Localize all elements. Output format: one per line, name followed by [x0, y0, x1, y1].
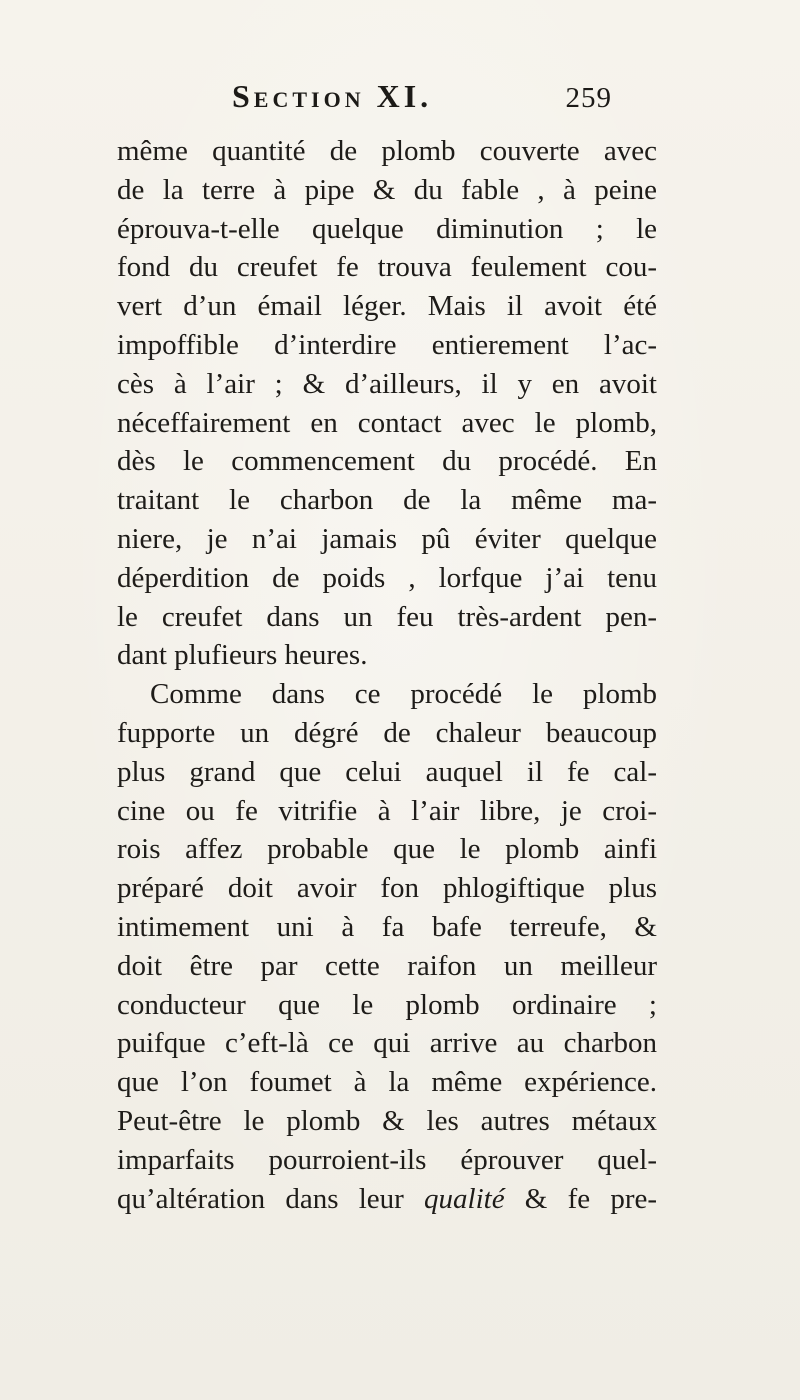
text-line: cès à l’air ; & d’ailleurs, il y en avoit	[117, 367, 657, 400]
final-line-tail: & fe pre-	[504, 1182, 657, 1215]
final-line-start: qu’altération dans leur	[117, 1182, 425, 1215]
text-line: niere, je n’ai jamais pû éviter quelque	[117, 522, 657, 555]
text-line: fupporte un dégré de chaleur beaucoup	[117, 716, 657, 749]
text-line: Peut-être le plomb & les autres métaux	[117, 1104, 657, 1137]
text-line: plus grand que celui auquel il fe cal-	[117, 755, 657, 788]
text-line: traitant le charbon de la même ma-	[117, 484, 657, 517]
text-line: même quantité de plomb couverte avec	[117, 135, 657, 167]
text-line: doit être par cette raifon un meilleur	[117, 949, 657, 982]
text-line: fond du creufet fe trouva feulement cou-	[117, 251, 657, 284]
text-line: néceffairement en contact avec le plomb,	[117, 406, 657, 439]
text-line: éprouva-t-elle quelque diminution ; le	[117, 212, 657, 245]
final-text-line	[117, 1180, 657, 1219]
section-heading: Section XI.	[232, 78, 433, 114]
text-line: impoffible d’interdire entierement l’ac-	[117, 328, 657, 361]
italic-word: qualité	[424, 1182, 505, 1215]
text-line: intimement uni à fa bafe terreufe, &	[117, 910, 657, 943]
text-line: vert d’un émail léger. Mais il avoit été	[117, 290, 657, 323]
text-line: imparfaits pourroient-ils éprouver quel-	[117, 1143, 657, 1176]
text-line: rois affez probable que le plomb ainfi	[117, 833, 657, 866]
text-line: puifque c’eft-là ce qui arrive au charbon	[117, 1027, 657, 1060]
text-line: cine ou fe vitrifie à l’air libre, je croi-	[117, 794, 657, 827]
text-line: préparé doit avoir fon phlogiftique plus	[117, 872, 657, 905]
text-line: dès le commencement du procédé. En	[117, 445, 657, 478]
paragraph-start-line: Comme dans ce procédé le plomb	[150, 678, 657, 711]
text-line: que l’on foumet à la même expérience.	[117, 1066, 657, 1099]
paragraph-end-line: dant plufieurs heures.	[117, 639, 368, 672]
page-number: 259	[565, 82, 612, 114]
text-line: déperdition de poids , lorfque j’ai tenu	[117, 561, 657, 594]
body-text	[117, 132, 657, 1218]
text-line: de la terre à pipe & du fable , à peine	[117, 173, 657, 206]
text-line: conducteur que le plomb ordinaire ;	[117, 988, 657, 1021]
running-head	[232, 78, 612, 126]
text-line: le creufet dans un feu très-ardent pen-	[117, 600, 657, 633]
